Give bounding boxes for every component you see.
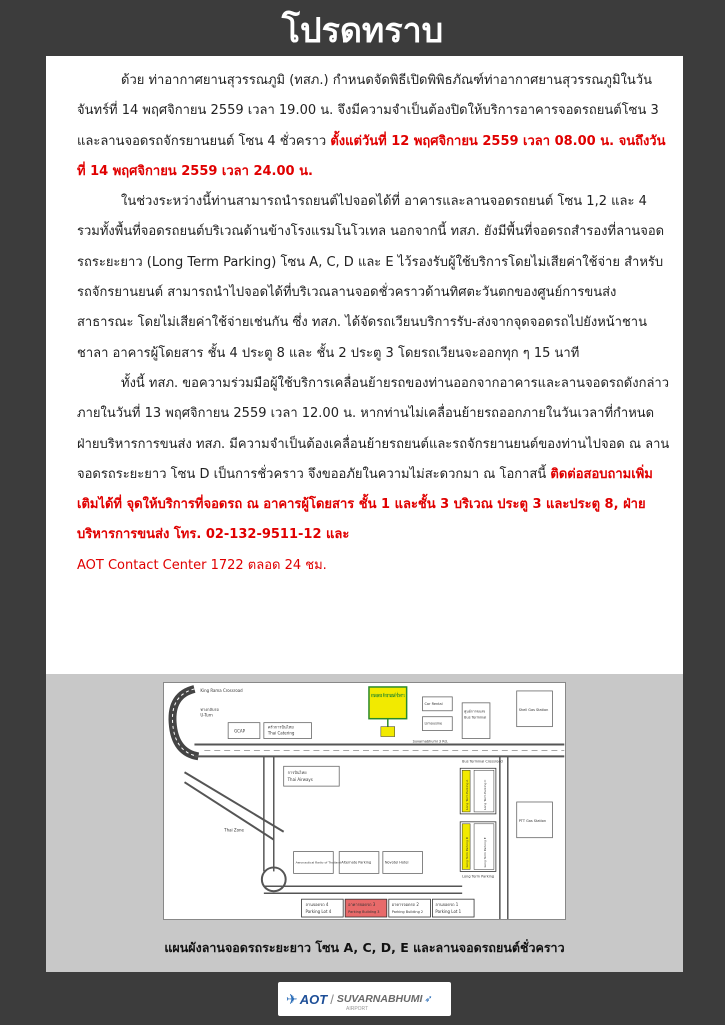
motorcycle-parking-area (381, 727, 395, 737)
p3-contact: AOT Contact Center 1722 ตลอด 24 ชม. (77, 557, 327, 573)
p3-text: ทั้งนี้ ทสภ. ขอความร่วมมือผู้ใช้บริการเคลื่อนย้ายรถของท่านออกจากอาคารและลานจอดรถดังกล่าว ภายในวันที่ 13 พฤศจิกายน 2559 เวลา 12.00 น. หากท่านไม่เคลื่อนย้ายรถออกภายในวันเวลาที่กำหนด ฝ่ายบริหารการขนส่ง ทสภ. มีความจำเป็นต้องเคลื่อนย้ายรถยนต์และรถจักรยานยนต์ของท่านไปจอด ณ ลานจอดรถระยะยาว โซน D เป็นการชั่วคราว จึงขออภัยในความไม่สะดวกมา ณ โอกาสนี้ (77, 375, 670, 482)
logo-suvarnabhumi: SUVARNABHUMI (336, 993, 423, 1005)
label-suvarnabhumi-rd: Suvarnabhumi 3 Rd. (412, 739, 448, 744)
logo-airport: AIRPORT (346, 1006, 369, 1012)
label-uturn-th: ทางกลับรถ (200, 706, 220, 712)
uturn-road (172, 689, 198, 756)
parking-map (163, 682, 566, 920)
label-shell: Shell Gas Station (518, 707, 549, 712)
p1-highlight: ตั้งแต่วันที่ 12 พฤศจิกายน 2559 เวลา 08.00 น. จนถึงวันที่ 14 พฤศจิกายน 2559 เวลา 24.00 น. (77, 133, 666, 179)
label-aeronautical: Aeronautical Radio of Thailand (295, 860, 342, 865)
page-title: โปรดทราบ (281, 11, 444, 51)
label-zone-e: Long Term Parking E (482, 837, 487, 868)
label-long-term: Long Term Parking (462, 874, 495, 879)
moto-sign-text (371, 691, 405, 699)
label-bus-terminal: Bus Terminal (464, 715, 487, 720)
parking-map-drawing (164, 683, 565, 919)
logo-aot: AOT (299, 991, 328, 1007)
diagonal-road-1 (185, 772, 284, 831)
notice-body (46, 56, 683, 674)
label-bld2: Parking Building 2 (391, 910, 424, 915)
label-bus-crossroad: Bus Terminal Crossroad (462, 759, 503, 764)
label-car-rental: Car Rental (424, 701, 443, 706)
label-bld3-th: อาคารจอดรถ 3 (348, 902, 376, 908)
label-thai-zone: Thai Zone (224, 827, 244, 833)
map-caption: แผนผังลานจอดรถระยะยาว โซน A, C, D, E และลานจอดรถยนต์ชั่วคราว (164, 940, 565, 955)
label-thai-airways-th: การบินไทย (287, 770, 307, 776)
label-lot1: Parking Lot 1 (435, 909, 462, 915)
bus-terminal-building (462, 703, 490, 739)
p3-highlight: ติดต่อสอบถามเพิ่มเติมได้ที่ จุดให้บริการที่จอดรถ ณ อาคารผู้โดยสาร ชั้น 1 และชั้น 3 บริเวณ ประตู 3 และประตู 8, ฝ่ายบริหารการขนส่ง โทร. 02-132-9511-12 และ (77, 466, 653, 543)
logo-separator: / (330, 991, 334, 1007)
label-ptt: PTT Gas Station (518, 818, 547, 823)
label-alternate: Alternate Parking (341, 860, 372, 865)
label-bld2-th: อาคารจอดรถ 2 (391, 902, 419, 908)
notice-paragraph-2: ในช่วงระหว่างนี้ท่านสามารถนำรถยนต์ไปจอดได้ที่ อาคารและลานจอดรถยนต์ โซน 1,2 และ 4 รวมทั้งพื้นที่จอดรถยนต์บริเวณด้านข้างโรงแรมโนโวเทล นอกจากนี้ ทสภ. ยังมีพื้นที่จอดรถสำรองที่ลานจอดรถระยะยาว (Long Term Parking) โซน A, C, D และ E ไว้รองรับผู้ใช้บริการโดยไม่เสียค่าใช้จ่าย สำหรับรถจักรยานยนต์ สามารถนำไปจอดได้ที่บริเวณลานจอดชั่วคราวด้านทิศตะวันตกของศูนย์การขนส่งสาธารณะ โดยไม่เสียค่าใช้จ่ายเช่นกัน ซึ่ง ทสภ. ได้จัดรถเวียนบริการรับ-ส่งจากจุดจอดรถไปยังหน้าชานชาลา อาคารผู้โดยสาร ชั้น 4 ประตู 8 และ ชั้น 2 ประตู 3 โดยรถเวียนจะออกทุก ๆ 15 นาที (77, 194, 665, 361)
label-uturn-en: U-Turn (200, 712, 213, 718)
motorcycle-sign (369, 687, 407, 719)
label-thai-airways: Thai Airways (287, 777, 313, 783)
label-king-rama: King Rama Crossroad (200, 687, 243, 693)
label-zone-a: Long Term Parking A (465, 779, 470, 810)
label-lot4-th: ลานจอดรถ 4 (305, 902, 329, 908)
aot-logo (278, 982, 451, 1016)
label-bus-terminal-th: ศูนย์การขนส่ง (464, 709, 486, 714)
label-thai-catering: Thai Catering (267, 730, 295, 736)
label-bld3: Parking Building 3 (348, 910, 380, 915)
p1-text: ด้วย ท่าอากาศยานสุวรรณภูมิ (ทสภ.) กำหนดจัดพิธีเปิดพิพิธภัณฑ์ท่าอากาศยานสุวรรณภูมิในวันจันทร์ที่ 14 พฤศจิกายน 2559 เวลา 19.00 น. จึงมีความจำเป็นต้องปิดให้บริการอาคารจอดรถยนต์โซน 3 และลานจอดรถจักรยานยนต์ โซน 4 ชั่วคราว (77, 73, 659, 149)
label-novotel: Novotel Hotel (384, 860, 409, 865)
label-lot1-th: ลานจอดรถ 1 (435, 902, 459, 908)
notice-paragraph-3 (77, 369, 671, 581)
label-limousine: Limousine (424, 721, 443, 726)
label-zone-c: Long Term Parking C (482, 779, 487, 810)
label-lot4: Parking Lot 4 (305, 909, 332, 915)
wing-icon: ➶ (424, 993, 433, 1005)
label-gcap: GCAP (234, 728, 246, 734)
label-thai-catering-th: ครัวการบินไทย (267, 724, 294, 730)
label-zone-d: Long Term Parking D (465, 836, 470, 868)
map-section (46, 674, 683, 972)
notice-paragraph-1 (77, 66, 671, 187)
plane-icon: ✈ (286, 990, 298, 1007)
